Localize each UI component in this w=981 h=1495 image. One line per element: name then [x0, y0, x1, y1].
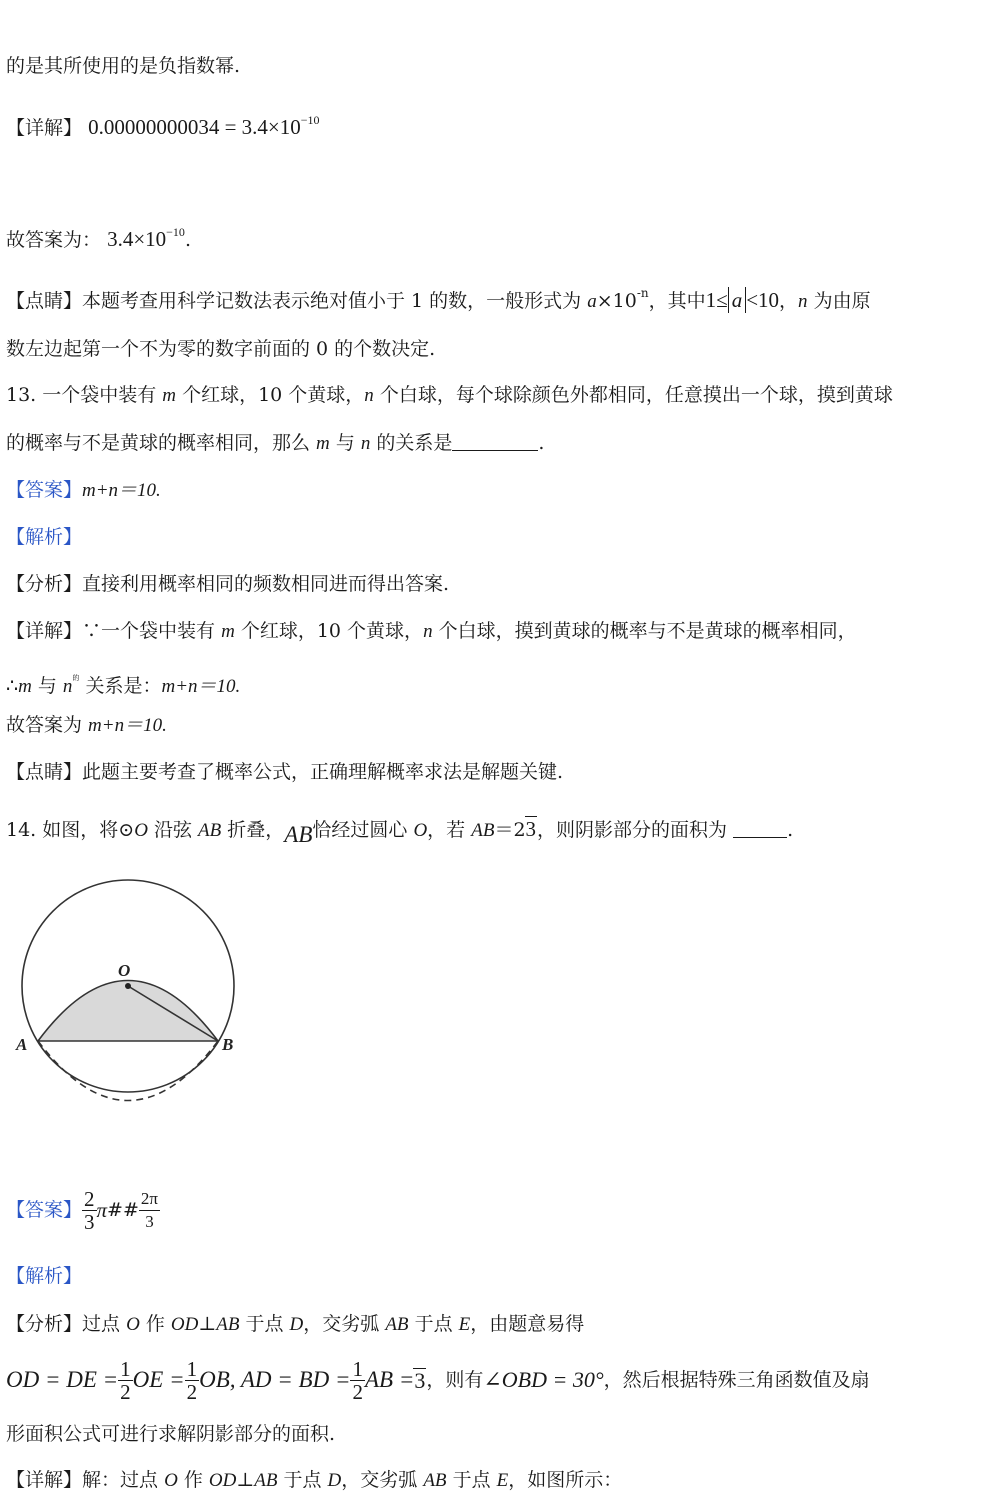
question-14: 14. 如图，将⊙O 沿弦 AB 折叠，AB恰经过圆心 O，若 AB＝23，则阴影部分的面积为 .: [6, 817, 794, 847]
math-expression: 3.4×10: [107, 227, 167, 251]
answer-tag: 【答案】: [6, 1199, 83, 1221]
analysis-heading: [6, 525, 82, 549]
sqrt: 3: [525, 817, 537, 841]
analysis-tag: 【分析】: [6, 573, 83, 595]
analysis-tag: 【解析】: [6, 1265, 83, 1287]
answer-line: 故答案为 m+n＝10.: [6, 714, 167, 736]
answer-blank: [452, 432, 538, 451]
sqrt: 3: [414, 1367, 426, 1393]
comment-tag: 【点睛】: [6, 761, 83, 783]
detail-line: 【详解】解：过点 O 作 OD⊥AB 于点 D，交劣弧 AB 于点 E，如图所示：: [6, 1469, 623, 1491]
comment-tag: 【点睛】: [6, 290, 83, 312]
math-expression: 0.00000000034 = 3.4×10: [88, 115, 301, 139]
detail-tag: 【详解】: [6, 117, 83, 139]
analysis-formula: OD = DE = $\frac{1}{2}$ OE = $\frac{1}{2}$ OB, AD = BD = $\frac{1}{2}$ AB = 3 ，则有 ∠OBD = 30° ，然后根据特殊三角函数值及扇: [6, 1356, 870, 1404]
text-line: 形面积公式可进行求解阴影部分的面积.: [6, 1423, 336, 1445]
fraction: $\frac{2\pi}{3}$: [140, 1188, 158, 1231]
analysis-tag: 【分析】: [6, 1313, 83, 1335]
detail-line: 【详解】∵一个袋中装有 m 个红球，10 个黄球，n 个白球，摸到黄球的概率与不是黄球的概率相同，: [6, 620, 857, 642]
circle-fold-figure: [0, 870, 260, 1110]
absolute-value: a: [728, 287, 747, 313]
center-point: [125, 983, 131, 989]
exponent: −10: [300, 113, 320, 127]
analysis-tag: 【解析】: [6, 526, 83, 548]
question-13-cont: 的概率与不是黄球的概率相同，那么 m 与 n 的关系是 .: [6, 432, 545, 454]
answer-line: 故答案为： $3.4\times 10^{-10}$.: [6, 225, 191, 251]
detail-tag: 【详解】: [6, 620, 83, 642]
text-line: 数左边起第一个不为零的数字前面的 0 的个数决定.: [6, 338, 436, 360]
answer-blank: [733, 819, 787, 838]
answer-line: 【答案】 $\frac{2}{3}$ π ## $\frac{2\pi}{3}$: [6, 1186, 158, 1234]
question-13: 13. 一个袋中装有 m 个红球，10 个黄球，n 个白球，每个球除颜色外都相同，任意摸出一个球，摸到黄球: [6, 384, 893, 406]
arc-AB: AB: [284, 822, 313, 847]
analysis-heading: [6, 1264, 82, 1288]
analysis-line: 【分析】直接利用概率相同的频数相同进而得出答案.: [6, 573, 450, 595]
detail-line: [6, 108, 320, 140]
comment-line: 【点睛】此题主要考查了概率公式，正确理解概率求法是解题关键.: [6, 761, 564, 783]
label-A: A: [16, 1035, 28, 1054]
exponent: −10: [166, 225, 185, 239]
comment-line: 【点睛】本题考查用科学记数法表示绝对值小于 1 的数，一般形式为 $a\times 10^{-n}$，其中1≤ a <10，n 为由原: [6, 286, 871, 312]
label-B: B: [222, 1035, 234, 1054]
answer-line: 【答案】m+n＝10.: [6, 479, 161, 501]
answer-tag: 【答案】: [6, 479, 83, 501]
detail-tag: 【详解】: [6, 1469, 83, 1491]
text-line: 的是其所使用的是负指数幂.: [6, 55, 241, 77]
fraction: $\frac{1}{2}$: [120, 1356, 131, 1404]
fraction: $\frac{2}{3}$: [84, 1186, 95, 1234]
fraction: $\frac{1}{2}$: [352, 1356, 363, 1404]
detail-line: ∴m 与 $n^的$ 关系是：m+n＝10.: [6, 674, 241, 697]
label-O: O: [118, 961, 131, 980]
fraction: $\frac{1}{2}$: [186, 1356, 198, 1404]
analysis-line: 【分析】过点 O 作 OD⊥AB 于点 D，交劣弧 AB 于点 E，由题意易得: [6, 1313, 585, 1335]
